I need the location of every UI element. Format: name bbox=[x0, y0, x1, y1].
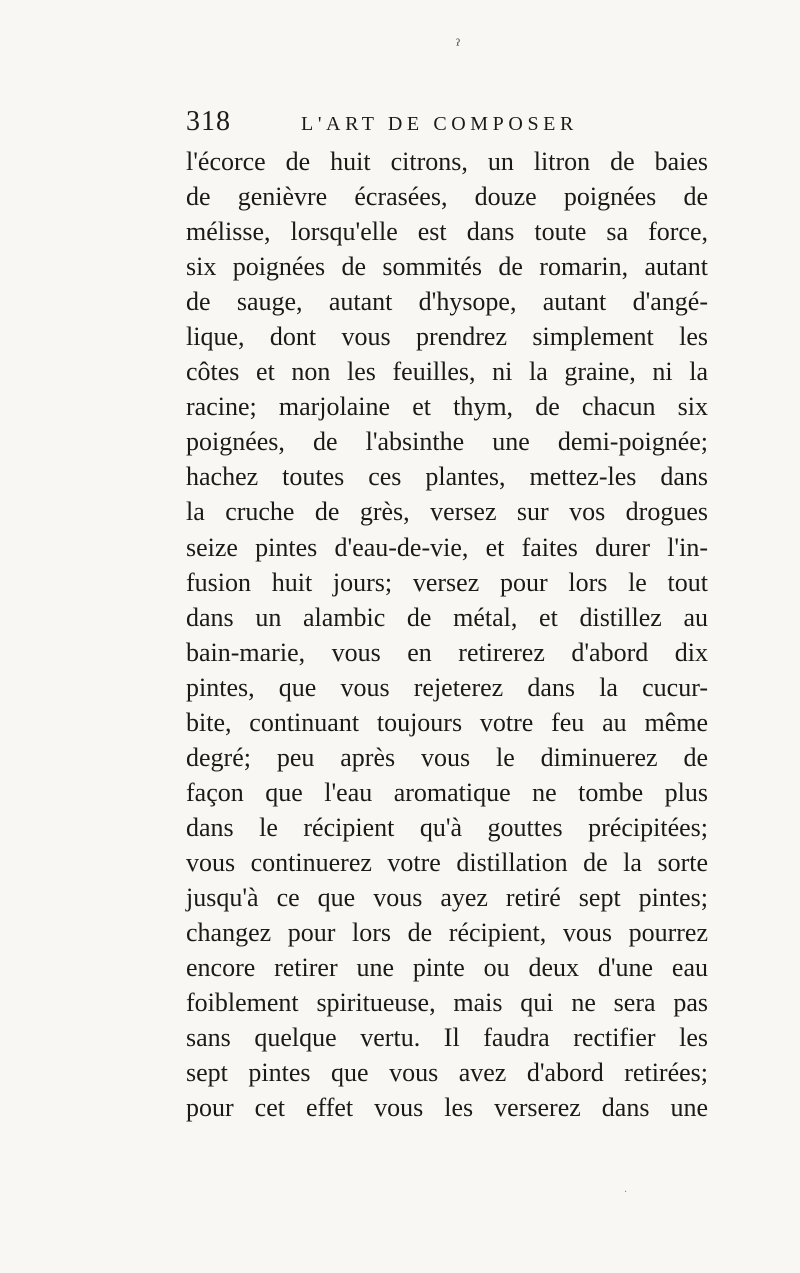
text-line: jusqu'à ce que vous ayez retiré sept pintes; bbox=[186, 882, 708, 912]
text-line: sans quelque vertu. Il faudra rectifier les bbox=[186, 1023, 708, 1053]
text-line: six poignées de sommités de romarin, autant bbox=[186, 252, 708, 282]
body-text bbox=[186, 144, 708, 1125]
text-line: façon que l'eau aromatique ne tombe plus bbox=[186, 777, 708, 807]
text-line: hachez toutes ces plantes, mettez-les dans bbox=[186, 462, 708, 492]
text-line: encore retirer une pinte ou deux d'une eau bbox=[186, 953, 708, 983]
text-line: l'écorce de huit citrons, un litron de baies bbox=[186, 147, 708, 176]
page-header bbox=[186, 104, 706, 144]
print-speck: · bbox=[624, 1187, 628, 1198]
text-line: sept pintes que vous avez d'abord retirées; bbox=[186, 1058, 708, 1088]
text-line: pintes, que vous rejeterez dans la cucur- bbox=[186, 672, 708, 702]
text-line: degré; peu après vous le diminuerez de bbox=[186, 742, 708, 772]
text-line: bite, continuant toujours votre feu au même bbox=[186, 707, 708, 737]
text-line: pour cet effet vous les verserez dans une bbox=[186, 1093, 708, 1123]
text-line: mélisse, lorsqu'elle est dans toute sa force, bbox=[186, 217, 708, 247]
text-line: dans un alambic de métal, et distillez au bbox=[186, 602, 708, 632]
text-line: côtes et non les feuilles, ni la graine, ni la bbox=[186, 357, 708, 387]
text-line: de genièvre écrasées, douze poignées de bbox=[186, 182, 708, 212]
print-mark: ˀ bbox=[456, 36, 461, 55]
text-line: poignées, de l'absinthe une demi-poignée; bbox=[186, 427, 708, 457]
text-line: vous continuerez votre distillation de la sorte bbox=[186, 847, 708, 877]
text-line: dans le récipient qu'à gouttes précipitées; bbox=[186, 812, 708, 842]
text-line: changez pour lors de récipient, vous pourrez bbox=[186, 918, 708, 948]
running-title: L'ART DE COMPOSER bbox=[301, 113, 578, 135]
text-line: fusion huit jours; versez pour lors le tout bbox=[186, 567, 708, 597]
text-line: lique, dont vous prendrez simplement les bbox=[186, 322, 708, 352]
text-line: bain-marie, vous en retirerez d'abord dix bbox=[186, 637, 708, 667]
text-line: de sauge, autant d'hysope, autant d'angé- bbox=[186, 287, 708, 317]
text-line: la cruche de grès, versez sur vos drogues bbox=[186, 497, 708, 527]
page-number: 318 bbox=[186, 106, 231, 137]
text-line: foiblement spiritueuse, mais qui ne sera pas bbox=[186, 988, 708, 1018]
text-line: seize pintes d'eau-de-vie, et faites durer l'in- bbox=[186, 532, 708, 562]
text-line: racine; marjolaine et thym, de chacun six bbox=[186, 392, 708, 422]
